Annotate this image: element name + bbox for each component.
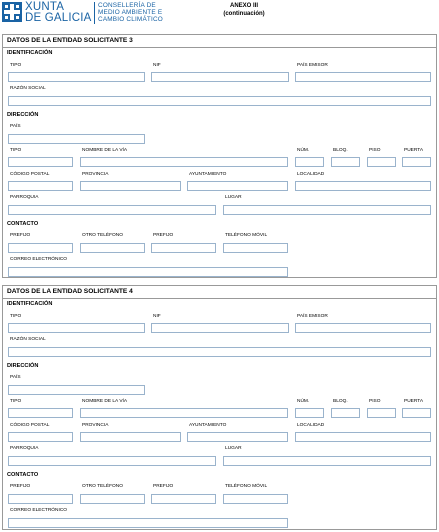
s3-identificacion-heading: IDENTIFICACIÓN [7,50,53,56]
s3-label-num: NÚM. [297,148,310,153]
s3-label-tipo-via: TIPO [10,148,22,153]
annex-subtitle: (continuación) [223,11,265,17]
s3-label-puerta: PUERTA [404,148,424,153]
s4-codigo-postal-input[interactable] [8,432,73,442]
s3-provincia-input[interactable] [80,181,181,191]
s4-contacto-heading: CONTACTO [7,472,39,478]
s3-label-parroquia: PARROQUIA [10,195,39,200]
s3-label-prefijo: PREFIJO [10,233,31,238]
s4-label-bloq: BLOQ. [333,399,348,404]
section-3-title-divider [2,47,437,48]
s4-label-puerta: PUERTA [404,399,424,404]
s3-label-pais-emisor: PAÍS EMISOR [297,63,328,68]
s4-localidad-input[interactable] [295,432,431,442]
s3-label-pais: PAÍS [10,124,21,129]
s3-label-prefijo-2: PREFIJO [153,233,174,238]
department-line3: CAMBIO CLIMÁTICO [98,16,163,23]
s3-bloq-input[interactable] [331,157,360,167]
s4-label-provincia: PROVINCIA [82,423,109,428]
s3-label-otro-telefono: OTRO TELÉFONO [82,233,123,238]
s3-pais-emisor-input[interactable] [295,72,431,82]
s3-piso-input[interactable] [367,157,396,167]
s3-puerta-input[interactable] [402,157,431,167]
s3-label-razon-social: RAZÓN SOCIAL [10,86,46,91]
s3-num-input[interactable] [295,157,324,167]
department-line1: CONSELLERÍA DE [98,2,156,9]
s3-label-ayuntamiento: AYUNTAMIENTO [189,172,227,177]
s4-tipo-via-input[interactable] [8,408,73,418]
s3-label-piso: PISO [369,148,381,153]
section-4-title: DATOS DE LA ENTIDAD SOLICITANTE 4 [7,288,133,295]
s4-tipo-input[interactable] [8,323,145,333]
s4-label-nif: NIF [153,314,161,319]
s3-prefijo-input[interactable] [8,243,73,253]
s4-num-input[interactable] [295,408,324,418]
s4-parroquia-input[interactable] [8,456,216,466]
department-line2: MEDIO AMBIENTE E [98,9,163,16]
s4-label-nombre-via: NOMBRE DE LA VÍA [82,399,128,404]
s4-piso-input[interactable] [367,408,396,418]
header-divider [94,2,95,24]
s4-label-lugar: LUGAR [225,446,242,451]
s3-contacto-heading: CONTACTO [7,221,39,227]
annex-header [219,2,269,18]
s3-label-provincia: PROVINCIA [82,172,109,177]
s3-otro-telefono-input[interactable] [80,243,145,253]
s3-label-localidad: LOCALIDAD [297,172,325,177]
s3-razon-social-input[interactable] [8,96,431,106]
s4-nif-input[interactable] [151,323,289,333]
s4-identificacion-heading: IDENTIFICACIÓN [7,301,53,307]
s4-correo-electronico-input[interactable] [8,518,288,528]
s3-tipo-input[interactable] [8,72,145,82]
s3-label-codigo-postal: CÓDIGO POSTAL [10,172,50,177]
s3-label-nombre-via: NOMBRE DE LA VÍA [82,148,128,153]
s4-lugar-input[interactable] [223,456,431,466]
s4-telefono-movil-input[interactable] [223,494,288,504]
s3-label-tipo: TIPO [10,63,22,68]
s3-nombre-via-input[interactable] [80,157,288,167]
s3-pais-input[interactable] [8,134,145,144]
s4-direccion-heading: DIRECCIÓN [7,363,39,369]
s4-prefijo-input[interactable] [8,494,73,504]
s3-label-telefono-movil: TELÉFONO MÓVIL [225,233,268,238]
s4-nombre-via-input[interactable] [80,408,288,418]
s4-label-parroquia: PARROQUIA [10,446,39,451]
s4-label-tipo-via: TIPO [10,399,22,404]
s4-pais-emisor-input[interactable] [295,323,431,333]
s4-label-otro-telefono: OTRO TELÉFONO [82,484,123,489]
s4-label-tipo: TIPO [10,314,22,319]
s3-correo-electronico-input[interactable] [8,267,288,277]
s3-label-bloq: BLOQ. [333,148,348,153]
s4-puerta-input[interactable] [402,408,431,418]
s4-label-ayuntamiento: AYUNTAMIENTO [189,423,227,428]
s4-label-correo-electronico: CORREO ELECTRÓNICO [10,508,68,513]
s4-label-localidad: LOCALIDAD [297,423,325,428]
s3-parroquia-input[interactable] [8,205,216,215]
s4-label-num: NÚM. [297,399,310,404]
s4-ayuntamiento-input[interactable] [187,432,288,442]
s4-label-piso: PISO [369,399,381,404]
s4-bloq-input[interactable] [331,408,360,418]
org-name-line2: DE GALICIA [25,12,92,24]
s3-label-lugar: LUGAR [225,195,242,200]
s3-codigo-postal-input[interactable] [8,181,73,191]
s3-label-nif: NIF [153,63,161,68]
s3-nif-input[interactable] [151,72,289,82]
s4-label-telefono-movil: TELÉFONO MÓVIL [225,484,268,489]
s4-label-prefijo-2: PREFIJO [153,484,174,489]
s4-label-razon-social: RAZÓN SOCIAL [10,337,46,342]
s3-prefijo-2-input[interactable] [151,243,216,253]
org-name-line1: XUNTA [25,1,65,13]
section-4-title-divider [2,298,437,299]
s3-direccion-heading: DIRECCIÓN [7,112,39,118]
s4-provincia-input[interactable] [80,432,181,442]
s4-razon-social-input[interactable] [8,347,431,357]
s4-label-pais-emisor: PAÍS EMISOR [297,314,328,319]
s3-localidad-input[interactable] [295,181,431,191]
s4-prefijo-2-input[interactable] [151,494,216,504]
section-3 [2,34,437,278]
s4-label-pais: PAÍS [10,375,21,380]
section-3-title: DATOS DE LA ENTIDAD SOLICITANTE 3 [7,37,133,44]
xunta-logo-icon [2,2,22,22]
s4-otro-telefono-input[interactable] [80,494,145,504]
s3-tipo-via-input[interactable] [8,157,73,167]
s3-label-correo-electronico: CORREO ELECTRÓNICO [10,257,68,262]
s4-label-prefijo: PREFIJO [10,484,31,489]
annex-title: ANEXO III [229,3,258,9]
s3-telefono-movil-input[interactable] [223,243,288,253]
s3-lugar-input[interactable] [223,205,431,215]
s4-label-codigo-postal: CÓDIGO POSTAL [10,423,50,428]
s4-pais-input[interactable] [8,385,145,395]
s3-ayuntamiento-input[interactable] [187,181,288,191]
